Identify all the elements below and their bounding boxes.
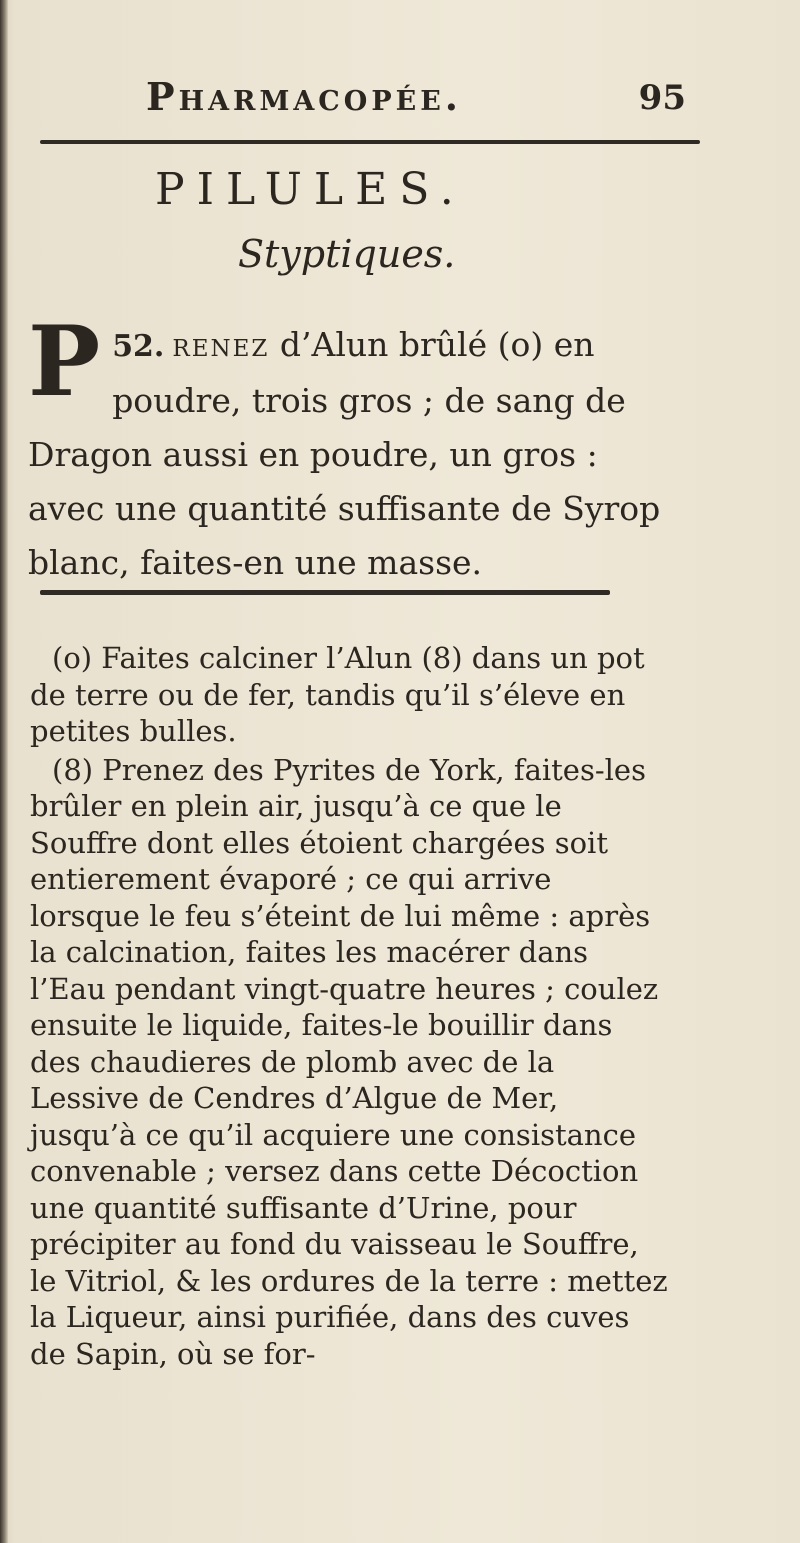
recipe-paragraph bbox=[28, 305, 668, 590]
section-subtitle: Styptiques. bbox=[238, 232, 456, 276]
running-head bbox=[146, 74, 686, 124]
running-title: Pharmacopée. bbox=[146, 74, 463, 119]
footnote: (o) Faites calciner l’Alun (8) dans un pot de terre ou de fer, tandis qu’il s’éleve en petites bulles. bbox=[30, 641, 645, 748]
header-rule bbox=[40, 140, 700, 144]
footnote-rule bbox=[40, 590, 610, 595]
footnote: (8) Prenez des Pyrites de York, faites-les brûler en plein air, jusqu’à ce que le Souffre dont elles étoient chargées soit entierement évaporé ; ce qui arrive lorsque le feu s’éteint de lui même : après la calcination, faites les macérer dans l’Eau pendant vingt-quatre heures ; coulez ensuite le liquide, faites-le bouillir dans des chaudieres de plomb avec de la Lessive de Cendres d’Algue de Mer, jusqu’à ce qu’il acquiere une consistance convenable ; versez dans cette Décoction une quantité suffisante d’Urine, pour précipiter au fond du vaisseau le Souffre, le Vitriol, & les ordures de la terre : mettez la Liqueur, ainsi purifiée, dans des cuves de Sapin, où se for- bbox=[30, 752, 668, 1371]
section-title: PILULES. bbox=[155, 164, 466, 215]
recipe-number: 52. bbox=[112, 329, 165, 364]
recipe-text: d’Alun brûlé (o) en poudre, trois gros ; de sang de Dragon aussi en poudre, un gros : avec une quantité suffisante de Syrop blanc, faites-en une masse. bbox=[28, 325, 661, 582]
drop-cap: P bbox=[28, 305, 101, 418]
page-gutter-shadow bbox=[0, 0, 8, 1543]
page-number: 95 bbox=[638, 78, 686, 118]
footnotes bbox=[30, 640, 670, 1372]
recipe-first-word: renez bbox=[172, 325, 270, 364]
